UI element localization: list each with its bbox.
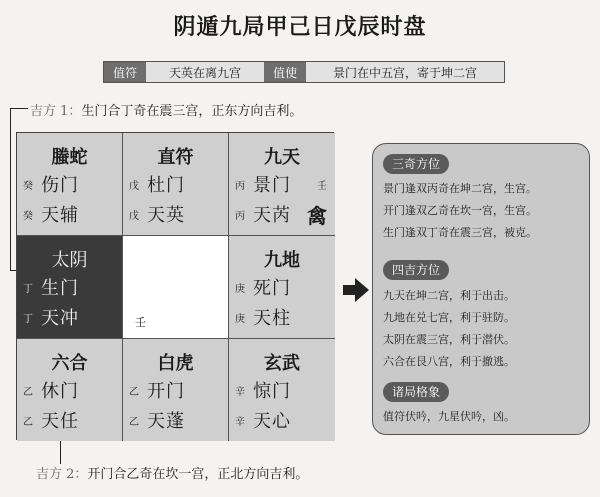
palace-stem: 戊 <box>129 180 139 192</box>
section-title: 三奇方位 <box>383 154 449 174</box>
tip-1 <box>30 100 302 119</box>
section-title: 诸局格象 <box>383 382 449 402</box>
palace-door: 景门 <box>253 175 291 196</box>
palace-god: 九天 <box>264 147 300 168</box>
palace-extra-star: 禽 <box>307 203 327 228</box>
palace-door: 休门 <box>41 381 79 402</box>
palace-stem: 辛 <box>235 386 245 398</box>
page-title: 阴遁九局甲己日戊辰时盘 <box>173 15 427 40</box>
palace-stem: 丙 <box>235 180 245 192</box>
right-arrow-icon <box>343 278 369 302</box>
palace-bottom-left <box>17 339 123 441</box>
palace-stem: 丙 <box>235 210 245 222</box>
palace-door: 生门 <box>41 278 79 299</box>
duty-door-label: 值使 <box>264 62 306 82</box>
palace-stem: 丁 <box>23 283 33 295</box>
duty-door-value: 景门在中五宫，寄于坤二宫 <box>306 62 504 82</box>
panel-line: 开门逢双乙奇在坎一宫，生宫。 <box>383 204 537 217</box>
connector-line-top <box>10 108 11 270</box>
palace-star: 天任 <box>41 411 79 432</box>
palace-star: 天芮 <box>253 205 291 226</box>
palace-top-mid <box>123 133 229 236</box>
palace-door: 杜门 <box>147 175 185 196</box>
palace-god: 玄武 <box>264 353 300 374</box>
palace-stem: 癸 <box>23 180 33 192</box>
tip-1-text: 生门合丁奇在震三宫，正东方向吉利。 <box>81 104 303 119</box>
palace-stem: 丁 <box>23 313 33 325</box>
palace-star: 天冲 <box>41 308 79 329</box>
palace-god: 太阴 <box>51 250 88 271</box>
palace-god: 螣蛇 <box>51 147 88 168</box>
palace-stem: 庚 <box>235 283 245 295</box>
palace-stem: 癸 <box>23 210 33 222</box>
palace-top-left <box>17 133 123 236</box>
panel-line: 景门逢双丙奇在坤二宫，生宫。 <box>383 182 537 195</box>
tip-1-prefix: 吉方 1： <box>30 104 82 119</box>
palace-stem: 乙 <box>129 416 139 428</box>
panel-line: 九天在坤二宫，利于出击。 <box>383 289 515 302</box>
connector-line-bottom <box>60 440 61 464</box>
palace-stem: 乙 <box>23 386 33 398</box>
palace-door: 惊门 <box>253 381 291 402</box>
palace-god: 九地 <box>264 250 300 271</box>
panel-line: 生门逢双丁奇在震三宫，被克。 <box>383 226 537 239</box>
palace-stem: 辛 <box>235 416 245 428</box>
palace-mid-right <box>229 236 335 339</box>
palace-star: 天英 <box>147 205 185 226</box>
palace-stem: 乙 <box>129 386 139 398</box>
panel-line: 值符伏吟，九星伏吟，凶。 <box>383 410 515 423</box>
palace-center <box>123 236 229 339</box>
panel-line: 九地在兑七宫，利于驻防。 <box>383 311 515 324</box>
palace-star: 天柱 <box>253 308 291 329</box>
palace-stem: 庚 <box>235 313 245 325</box>
palace-star: 天辅 <box>41 205 79 226</box>
palace-bottom-mid <box>123 339 229 441</box>
tip-2 <box>36 463 308 482</box>
palace-stem: 乙 <box>23 416 33 428</box>
tip-2-prefix: 吉方 2： <box>36 467 88 482</box>
palace-god: 六合 <box>51 353 88 374</box>
palace-bottom-right <box>229 339 335 441</box>
palace-top-right <box>229 133 335 236</box>
palace-mid-left <box>17 236 123 339</box>
tip-2-text: 开门合乙奇在坎一宫，正北方向吉利。 <box>87 467 309 482</box>
panel-line: 太阴在震三宫，利于潜伏。 <box>383 333 515 346</box>
info-panel <box>372 143 590 435</box>
duty-star-label: 值符 <box>104 62 146 82</box>
palace-door: 开门 <box>147 381 185 402</box>
palace-center-stem: 壬 <box>135 316 146 329</box>
palace-god: 白虎 <box>157 353 194 374</box>
palace-door: 伤门 <box>41 175 79 196</box>
palace-god: 直符 <box>157 147 194 168</box>
duty-star-value: 天英在离九宫 <box>146 62 264 82</box>
connector-line-top-h <box>10 108 28 109</box>
palace-stem: 戊 <box>129 210 139 222</box>
panel-line: 六合在艮八宫，利于撤逃。 <box>383 355 515 368</box>
palace-door: 死门 <box>253 278 291 299</box>
palace-extra-stem: 壬 <box>317 180 327 192</box>
palace-star: 天蓬 <box>147 411 185 432</box>
palace-star: 天心 <box>253 411 291 432</box>
palace-grid <box>16 132 334 440</box>
duty-bar <box>103 61 505 83</box>
section-title: 四吉方位 <box>383 260 449 280</box>
